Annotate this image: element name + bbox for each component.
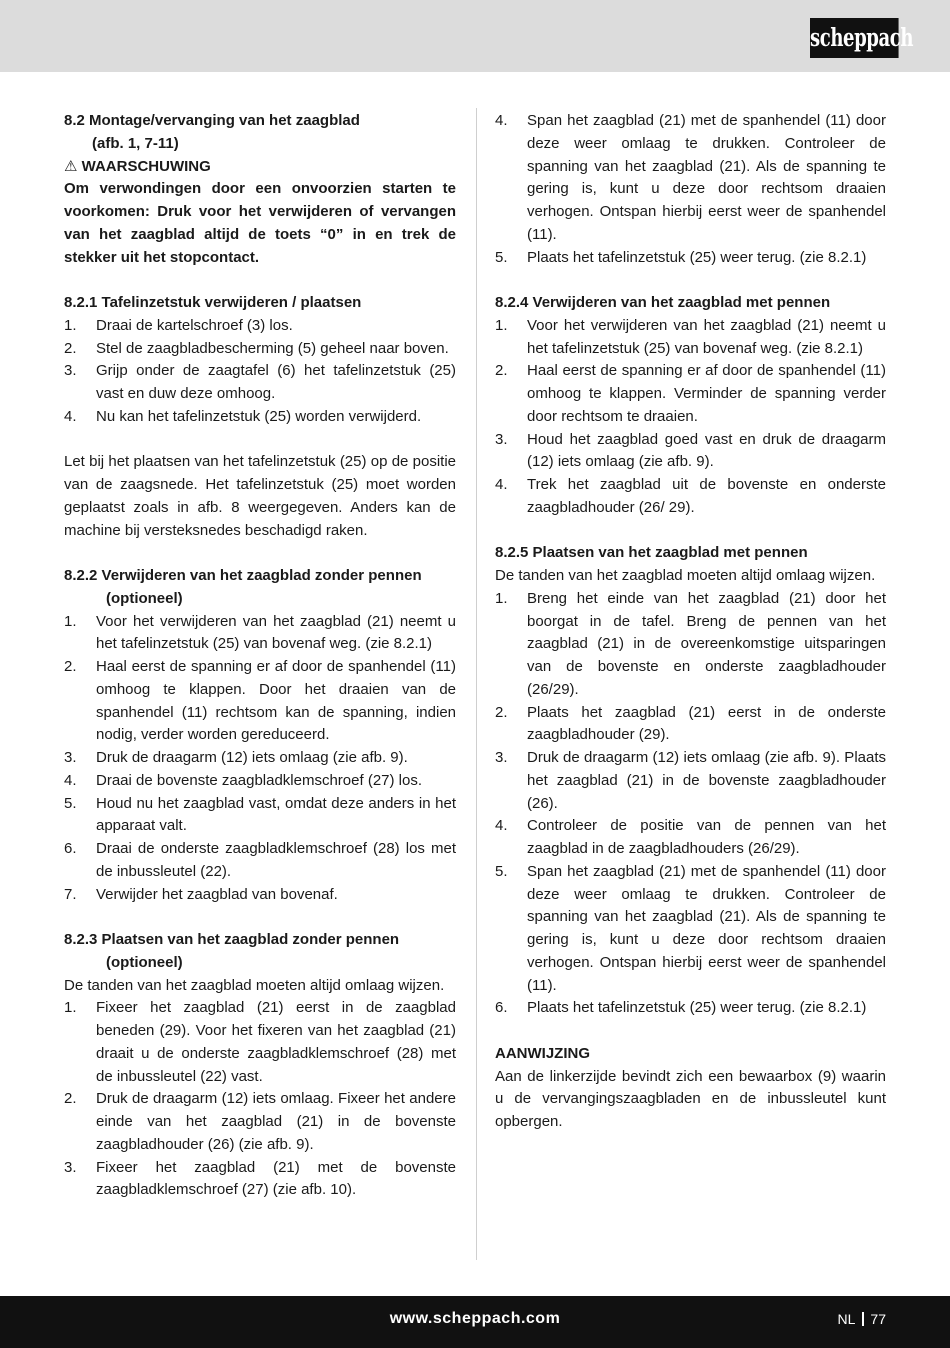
list-item-text: Draai de bovenste zaagbladklemschroef (27) los. [96,771,423,789]
list-item-number: 5. [495,248,508,266]
section-8-2-2-list [64,611,456,907]
section-8-2-3-subtitle: (optioneel) [106,953,183,971]
warning-label: WAARSCHUWING [81,157,211,175]
list-item-number: 3. [64,362,77,380]
list-item-number: 2. [495,362,508,380]
section-8-2-title: 8.2 Montage/vervanging van het zaagblad [64,112,360,129]
section-8-2-5-title: 8.2.5 Plaatsen van het zaagblad met pennen [495,544,808,562]
list-item [495,429,886,475]
list-item-text: Fixeer het zaagblad (21) met de bovenste zaagbladklemschroef (27) (zie afb. 10). [96,1158,456,1199]
section-8-2-3-list [64,997,456,1202]
scheppach-logo: scheppach [810,18,899,58]
section-8-2-3-intro: De tanden van het zaagblad moeten altijd omlaag wijzen. [64,976,445,994]
page-number: 77 [870,1311,886,1327]
list-item-number: 3. [495,749,508,766]
list-item-number: 7. [64,885,77,903]
list-item-text: Grijp onder de zaagtafel (6) het tafelinzetstuk (25) vast en duw deze omhoog. [96,362,456,402]
list-item-text: Plaats het tafelinzetstuk (25) weer terug. (zie 8.2.1) [527,248,867,266]
list-item [495,360,886,428]
list-item-text: Draai de kartelschroef (3) los. [96,316,293,334]
section-8-2-3-title: 8.2.3 Plaatsen van het zaagblad zonder pennen [64,931,400,948]
list-item [64,770,456,793]
section-8-2-1-title: 8.2.1 Tafelinzetstuk verwijderen / plaatsen [64,294,362,311]
list-item-number: 1. [495,589,508,607]
list-item-text: Houd het zaagblad goed vast en druk de draagarm (12) iets omlaag (zie afb. 9). [527,430,886,471]
list-item [64,997,456,1088]
list-item-number: 2. [64,658,77,675]
section-8-2-4-list [495,315,886,520]
list-item [495,861,886,998]
list-item-number: 3. [64,1158,77,1176]
list-item-text: Plaats het tafelinzetstuk (25) weer terug. (zie 8.2.1) [527,999,867,1017]
page-indicator [838,1311,886,1327]
list-item-text: Draai de onderste zaagbladklemschroef (28) los met de inbussleutel (22). [96,840,456,880]
list-item-number: 1. [495,316,508,334]
list-item-text: Voor het verwijderen van het zaagblad (21) neemt u het tafelinzetstuk (25) van bovenaf weg. (zie 8.2.1) [527,316,886,357]
section-8-2-subtitle: (afb. 1, 7-11) [92,134,179,152]
list-item [64,884,456,907]
list-item-text: Haal eerst de spanning er af door de spanhendel (11) omhoog te klappen. Door het draaien van de spanhendel (11) rechtsom kan de spanning, indien nodig, verder worden gereduceerd. [96,658,456,744]
list-item-number: 4. [64,407,77,425]
section-8-2-5-intro: De tanden van het zaagblad moeten altijd omlaag wijzen. [495,567,876,584]
list-item-number: 4. [495,112,508,129]
section-8-2-2-subtitle: (optioneel) [106,589,183,607]
list-item-text: Verwijder het zaagblad van bovenaf. [96,885,338,903]
language-code: NL [837,1311,856,1327]
list-item-number: 4. [64,771,77,789]
list-item-number: 3. [64,749,77,766]
page-footer [0,1296,950,1348]
warning-text: Om verwondingen door een onvoorzien starten te voorkomen: Druk voor het verwijderen of vervangen van het zaagblad altijd de toets “0” in en trek de stekker uit het stopcontact. [64,180,456,266]
list-item-text: Haal eerst de spanning er af door de spanhendel (11) omhoog te klappen. Verminder de spanning verder door rechtsom te draaien. [527,362,886,425]
list-item-text: Stel de zaagbladbescherming (5) geheel naar boven. [96,339,449,357]
list-item-number: 4. [495,817,508,835]
list-item-text: Voor het verwijderen van het zaagblad (21) neemt u het tafelinzetstuk (25) van bovenaf weg. (zie 8.2.1) [96,612,456,653]
list-item [64,656,456,747]
list-item [495,588,886,702]
section-8-2-4-title: 8.2.4 Verwijderen van het zaagblad met pennen [495,294,831,311]
list-item-number: 2. [495,703,508,721]
list-item-number: 2. [64,1090,77,1108]
list-item-text: Controleer de positie van de pennen van het zaagblad in de zaagbladhouders (26/29). [527,817,886,857]
warning-icon: ⚠ [64,157,78,175]
list-item [64,338,456,361]
list-item-text: Span het zaagblad (21) met de spanhendel (11) door deze weer omlaag te drukken. Controleer de spanning van het zaagblad (21). Als de spanning te gering is, kunt u deze door rechtsom draaien verhogen. Ontspan hierbij eerst weer de spanhendel (11). [527,862,886,994]
list-item [495,474,886,520]
list-item-text: Fixeer het zaagblad (21) eerst in de zaagblad beneden (29). Voor het fixeren van het zaagblad (21) draait u de onderste zaagbladklemschroef (28) met de inbussleutel (22) vast. [96,999,456,1085]
list-item-number: 6. [495,999,508,1017]
list-item-number: 6. [64,840,77,857]
list-item-text: Druk de draagarm (12) iets omlaag. Fixeer het andere einde van het zaagblad (21) in de bovenste zaagbladhouder (26) (zie afb. 9). [96,1090,456,1153]
page-header [0,0,950,72]
list-item-number: 2. [64,339,77,357]
list-item [495,110,886,247]
list-item [64,747,456,770]
note-text: Aan de linkerzijde bevindt zich een bewaarbox (9) waarin u de vervangingszaagbladen en de inbussleutel kunt opbergen. [495,1067,886,1130]
list-item [64,360,456,406]
website-link[interactable]: www.scheppach.com [389,1310,561,1327]
list-item-number: 1. [64,999,77,1017]
list-item-text: Druk de draagarm (12) iets omlaag (zie afb. 9). Plaats het zaagblad (21) in de bovenste zaagbladhouder (26). [527,749,886,812]
list-item [64,406,456,429]
list-item-number: 1. [64,316,77,334]
section-8-2-1-note: Let bij het plaatsen van het tafelinzetstuk (25) op de positie van de zaagsnede. Het tafelinzetstuk (25) moet worden geplaatst zoals in afb. 8 weergegeven. Anders kan de machine bij versteksnedes beschadigd raken. [64,453,456,539]
list-item [495,747,886,815]
note-heading: AANWIJZING [495,1044,590,1062]
list-item-number: 3. [495,430,508,448]
list-item [495,247,886,270]
list-item [495,997,886,1020]
list-item [64,1157,456,1203]
list-item [495,315,886,361]
list-item [64,793,456,839]
section-8-2-3-continued-list [495,110,886,269]
list-item [64,1088,456,1156]
list-item-text: Nu kan het tafelinzetstuk (25) worden verwijderd. [96,407,422,425]
left-column [64,110,456,1202]
list-item-number: 5. [495,862,508,880]
list-item [64,315,456,338]
page-separator [862,1312,864,1326]
list-item [495,702,886,748]
list-item [64,611,456,657]
column-divider [476,108,477,1260]
warning-heading [64,156,456,179]
list-item-number: 5. [64,794,77,812]
list-item [64,838,456,884]
list-item-text: Breng het einde van het zaagblad (21) door het boorgat in de tafel. Breng de pennen van het zaagblad (21) in de overeenkomstige uitsparingen van de bovenste en onderste zaagbladhouder (26/29). [527,589,886,698]
list-item-number: 4. [495,476,508,493]
list-item-text: Druk de draagarm (12) iets omlaag (zie afb. 9). [96,749,408,766]
list-item-text: Plaats het zaagblad (21) eerst in de onderste zaagbladhouder (29). [527,703,886,744]
section-8-2-2-title: 8.2.2 Verwijderen van het zaagblad zonder pennen [64,567,422,584]
list-item-text: Span het zaagblad (21) met de spanhendel (11) door deze weer omlaag te drukken. Controleer de spanning van het zaagblad (21). Als de spanning te gering is, kunt u deze door rechtsom draaien verhogen. Ontspan hierbij eerst weer de spanhendel (11). [527,112,886,243]
list-item-text: Trek het zaagblad uit de bovenste en onderste zaagbladhouder (26/ 29). [527,476,886,516]
list-item-text: Houd nu het zaagblad vast, omdat deze anders in het apparaat valt. [96,794,456,835]
section-8-2-1-list [64,315,456,429]
list-item [495,815,886,861]
section-8-2-5-list [495,588,886,1020]
right-column [495,110,886,1134]
list-item-number: 1. [64,612,77,630]
